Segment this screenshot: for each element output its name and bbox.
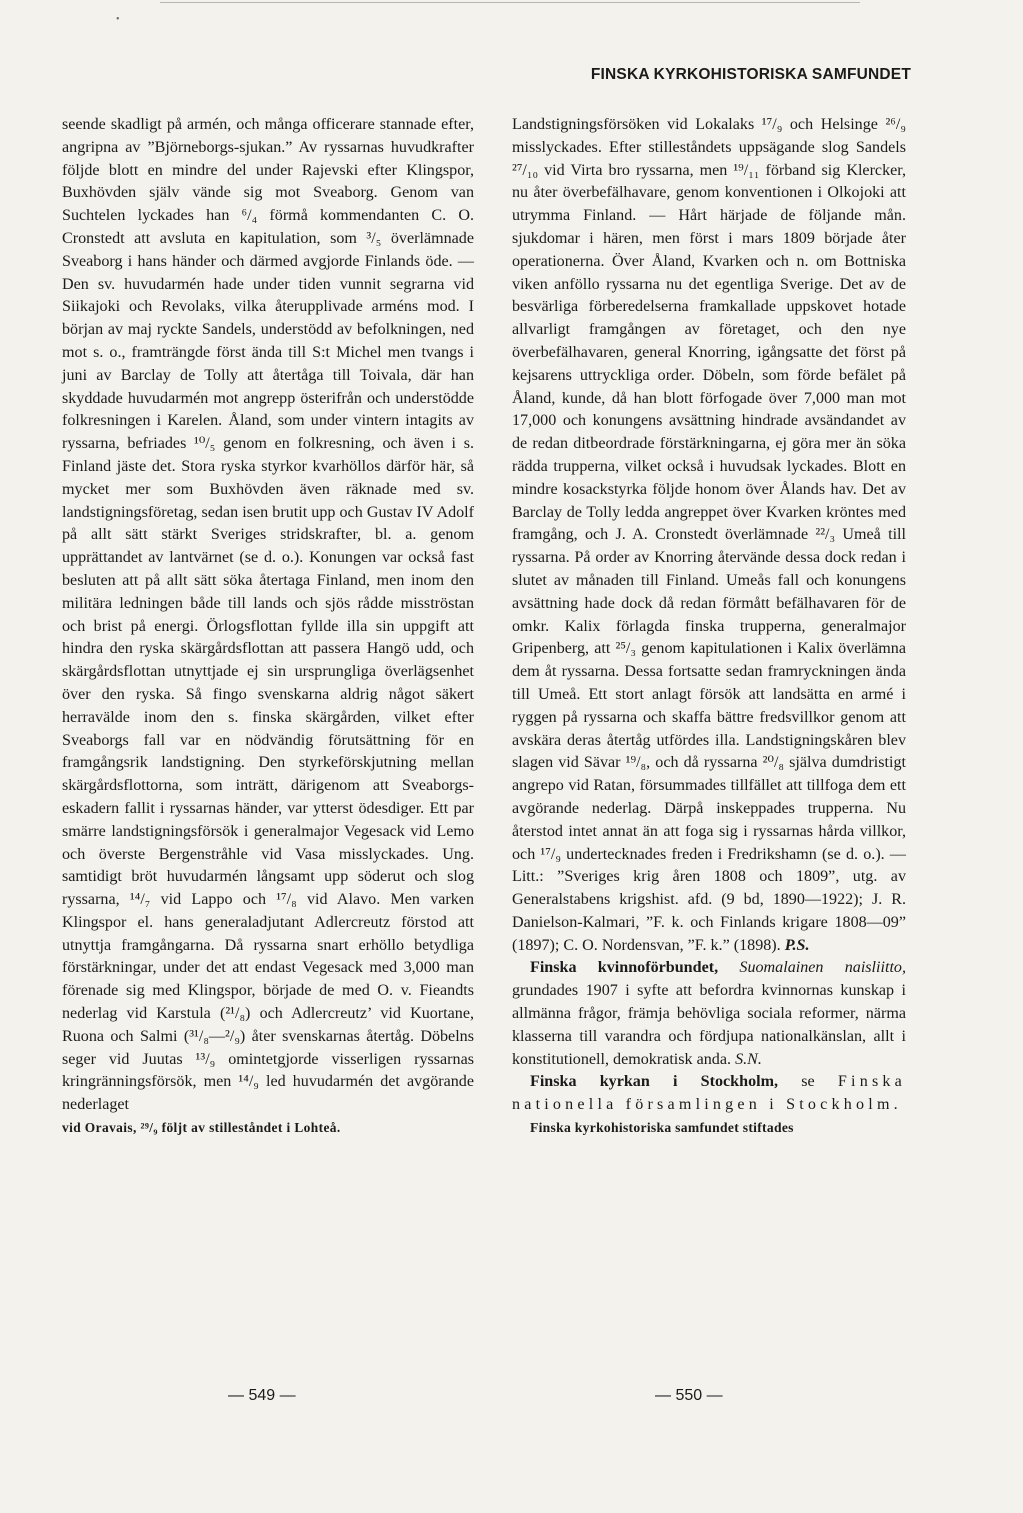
entry-kyrkohistoriska-title: Finska kyrkohistoriska samfundet xyxy=(530,1120,740,1136)
entry-kvinnoforbundet-signature: S.N. xyxy=(735,1050,762,1068)
margin-mark: • xyxy=(116,14,120,25)
left-column-last-line: vid Oravais, ²⁹/₉ följt av stilleståndet i Lohteå. xyxy=(62,1120,341,1136)
entry-kyrkohistoriska-samfundet xyxy=(512,1117,906,1140)
top-edge-rule xyxy=(160,2,860,3)
entry-finska-kyrkan xyxy=(512,1071,906,1117)
right-column xyxy=(512,114,906,1140)
entry-finska-kyrkan-title: Finska kyrkan i Stockholm, xyxy=(530,1073,779,1091)
left-column xyxy=(62,114,474,1140)
page-number-right: — 550 — xyxy=(655,1387,723,1404)
article-text: Landstigningsförsöken vid Lokalaks ¹⁷/₉ och Helsinge ²⁶/₉ misslyckades. Efter stilleståndets uppsägande slog Sandels ²⁷/₁₀ vid Virta bro ryssarna, men ¹⁹/₁₁ förband sig Klercker, nu åter överbefälhavare, genom konventionen i Olkojoki att utrymma Finland. — Hårt härjade de följande mån. sjukdomar i hären, men först i mars 1809 började åter operationerna. Över Åland, Kvarken och n. om Bottniska viken anföllo ryssarna nu det egentliga Sverige. Det av de besvärliga förberedelserna framkallade uppskovet hotade allvarligt framgången av företaget, och den nye överbefälhavaren, general Knorring, igångsatte det först på kejsarens uttryckliga order. Döbeln, som förde befälet på Åland, kunde, då han blott förfogade över 7,000 man mot 17,000 och konungens avsättning hindrade avsändandet av de redan ditbeordrade förstärkningarna, ej göra mer än söka rädda trupperna, vilket också i huvudsak lyckades. Blott en mindre kosackstyrka följde honom över Ålands hav. Det av Barclay de Tolly ledda angreppet över Kvarken kröntes med framgång, och J. A. Cronstedt överlämnade ²²/₃ Umeå till ryssarna. På order av Knorring återvände dessa dock redan i slutet av månaden till Finland. Umeås fall och konungens avsättning hade dock då redan förmått befälhavaren för de omkr. Kalix förlagda finska trupperna, generalmajor Gripenberg, att ²⁵/₃ genom kapitulationen i Kalix överlämna dem åt ryssarna. Dessa fortsatte sedan framryckningen ända till Umeå. Ett stort anlagt försök att landsätta en armé i ryggen på ryssarna och skaffa bättre fredsvillkor genom att avskära deras återtåg utfördes illa. Landstigningskåren blev slagen vid Sävar ¹⁹/₈, och då ryssarna ²⁰/₈ själva dumdristigt angrepo vid Ratan, försummades tillfället att tillfoga dem ett avgörande nederlag. Därpå inskeppades trupperna. Nu återstod intet annat än att foga sig i ryssarnas hårda villkor, och ¹⁷/₉ undertecknades freden i Fredrikshamn (se d. o.). — Litt.: ”Sveriges krig åren 1808 och 1809”, utg. av Generalstabens krigshist. afd. (9 bd, 1890—1922); J. R. Danielson-Kalmari, ”F. k. och Finlands krigare 1808—09” (1897); C. O. Nordensvan, ”F. k.” (1898). xyxy=(512,116,906,954)
running-head: FINSKA KYRKOHISTORISKA SAMFUNDET xyxy=(590,66,911,83)
entry-finska-kyrkan-see: se xyxy=(801,1073,815,1091)
entry-kvinnoforbundet xyxy=(512,957,906,1071)
article-continuation xyxy=(512,114,906,957)
page-number-left: — 549 — xyxy=(228,1387,296,1404)
left-column-text: seende skadligt på armén, och många officerare stannade efter, angripna av ”Björneborgs-sjukan.” Av ryssarnas huvudkrafter följde blott en mindre del under Rajevski efter Klingspor, Buxhövden själv vände sig mot Sveaborg. Genom van Suchtelen lyckades han ⁶/₄ förmå kommendanten C. O. Cronstedt att avsluta en kapitulation, som ³/₅ överlämnade Sveaborg i hans händer och därmed avgjorde Finlands öde. — Den sv. huvudarmén hade under tiden vunnit segrarna vid Siikajoki och Revolaks, vilka återupplivade arméns mod. I början av maj ryckte Sandels, understödd av befolkningen, ned mot s. o., framträngde först ända till S:t Michel men tvangs i juni av Barclay de Tolly att återtåga till Toivala, där han skyddade huvudarmén mot angrepp österifrån och understödde folkresningen i Karelen. Åland, som under vintern intagits av ryssarna, befriades ¹⁰/₅ genom en folkresning, och även i s. Finland jäste det. Stora ryska styrkor kvarhöllos därför här, så mycket mer som Buxhövden även räknade med sv. landstigningsföretag, sedan isen brutit upp och Gustav IV Adolf på allt sätt stärkt Sveriges stridskrafter, bl. a. genom upprättandet av lantvärnet (se d. o.). Konungen var också fast besluten att på allt sätt söka återtaga Finland, men inom den militära ledningen både till lands och sjös rådde misströstan och brist på energi. Örlogsflottan fyllde illa sin uppgift att hindra den ryska skärgårdsflottan att passera Hangö udd, och skärgårdsflottan utnyttjade ej sin ursprungliga överlägsenhet över den ryska. Så fingo svenskarna aldrig något säkert herravälde inom den s. finska skärgården, vilket efter Sveaborgs fall var en nödvändig förutsättning för en framgångsrik landstigning. Den styrkeförskjutning mellan skärgårdsflottorna, som inträtt, därigenom att Sveaborgs-eskadern fallit i ryssarnas händer, var ytterst ödesdiger. Ett par smärre landstigningsförsök i generalmajor Vegesack vid Lemo och överste Bergenstråhle vid Vasa misslyckades. Ung. samtidigt bröt huvudarmén långsamt upp söderut och slog ryssarna, ¹⁴/₇ vid Lappo och ¹⁷/₈ vid Alavo. Men varken Klingspor el. hans generaladjutant Adlercreutz förstod att utnyttja framgångarna. Då ryssarna snart erhöllo betydliga förstärkningar, under det att endast Vegesack med 3,000 man förenade sig med Klingspor, började de med O. v. Fieandts nederlag vid Karstula (²¹/₈) och Adlercreutz’ vid Kuortane, Ruona och Salmi (³¹/₈—²/₉) åter svenskarnas återtåg. Döbelns seger vid Juutas ¹³/₉ omintetgjorde visserligen ryssarnas kringränningsförsök, men ¹⁴/₉ led huvudarmén det avgörande nederlaget xyxy=(62,116,474,1114)
entry-kvinnoforbundet-title: Finska kvinnoförbundet, xyxy=(530,959,719,977)
entry-kvinnoforbundet-text: grundades 1907 i syfte att befordra kvinnornas kunskap i allmänna frågor, främja behövliga sociala reformer, närma klasserna till varandra och fördjupa nationalkänslan, allt i konstitutionell, demokratisk anda. xyxy=(512,982,906,1068)
entry-finska-kyrkan-ref: Finska nationella församlingen i Stockholm. xyxy=(512,1073,907,1114)
entry-kyrkohistoriska-text: stiftades xyxy=(742,1120,794,1136)
entry-kvinnoforbundet-alt-name: Suomalainen naisliitto, xyxy=(739,959,906,977)
article-signature: P.S. xyxy=(784,936,810,954)
